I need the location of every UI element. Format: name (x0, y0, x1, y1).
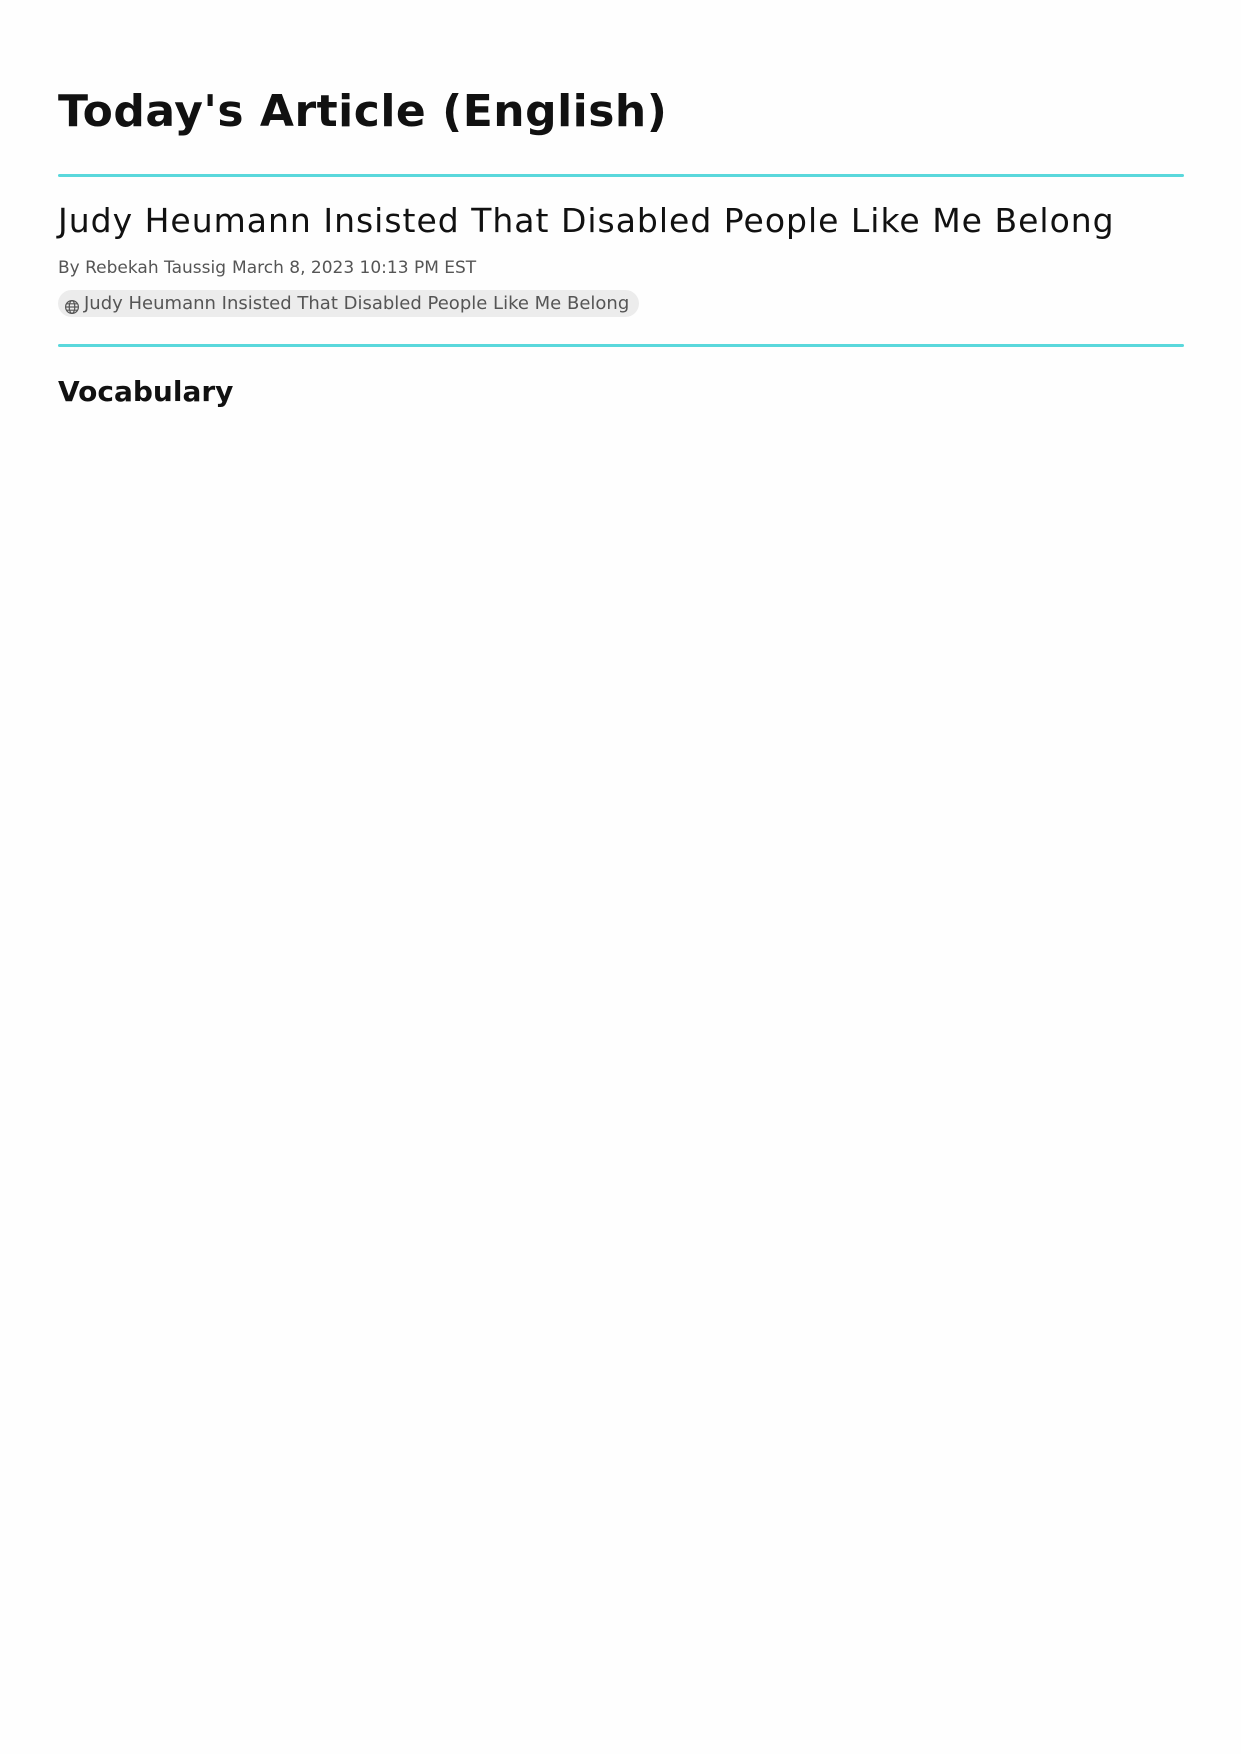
article-byline (58, 256, 476, 280)
divider-bottom (58, 344, 1184, 347)
page-title: Today's Article (English) (58, 86, 668, 137)
globe-icon (64, 296, 80, 312)
vocabulary-heading: Vocabulary (58, 375, 234, 408)
source-link-label: Judy Heumann Insisted That Disabled People Like Me Belong (84, 293, 630, 314)
article-title: Judy Heumann Insisted That Disabled People Like Me Belong (58, 201, 1115, 240)
author-name: By Rebekah Taussig (58, 258, 227, 278)
source-link-chip[interactable] (58, 290, 639, 317)
publish-date: March 8, 2023 10:13 PM EST (232, 258, 477, 278)
divider-top (58, 174, 1184, 177)
